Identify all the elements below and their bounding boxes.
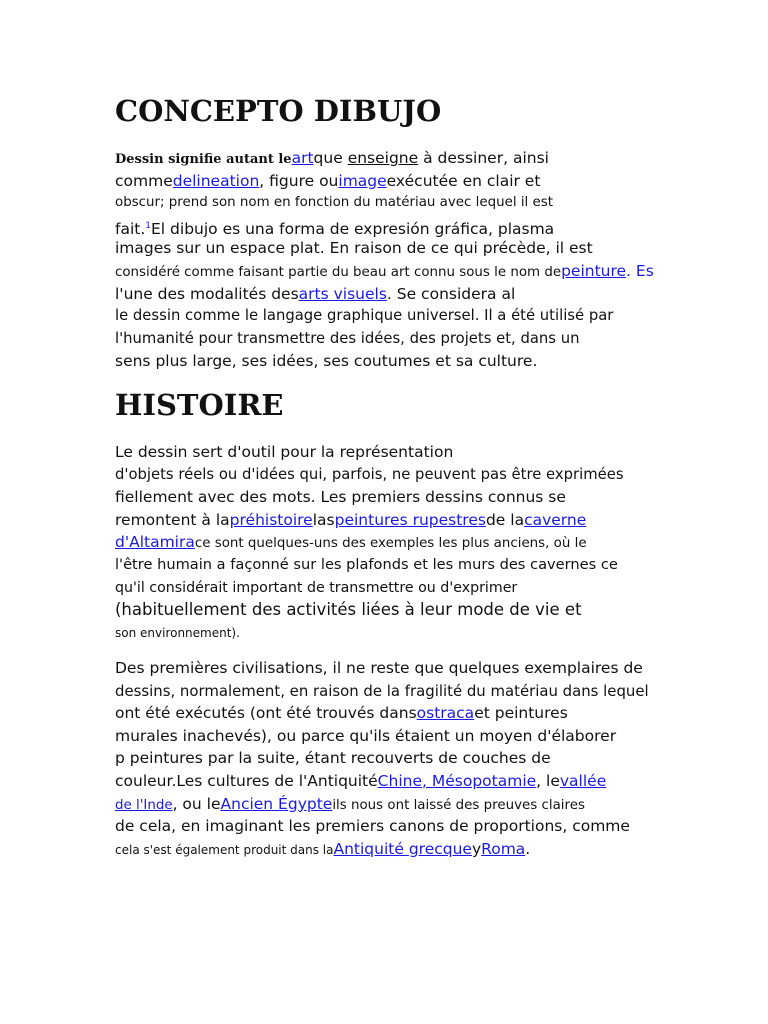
text-run: exécutée en clair et	[386, 171, 541, 190]
heading-concepto-dibujo: CONCEPTO DIBUJO	[115, 94, 442, 128]
text-run: et peintures	[474, 704, 568, 723]
text-run: de la	[485, 510, 525, 529]
link-chine[interactable]: Chine	[377, 771, 422, 790]
text-line: images sur un espace plat. En raison de ce qui précède, il est	[115, 239, 593, 258]
text-line	[115, 260, 675, 283]
text-run: considéré comme faisant partie du beau art connu sous le nom de	[115, 264, 562, 280]
text-run: que	[313, 149, 348, 167]
text-line	[115, 770, 675, 793]
text-line: murales inachevés), ou parce qu'ils étaient un moyen d'élaborer	[115, 726, 617, 745]
text-run: cela s'est également produit dans la	[115, 842, 334, 857]
link-art[interactable]: art	[291, 149, 314, 167]
paragraph-definition	[115, 147, 675, 373]
text-line: Le dessin sert d'outil pour la représentation	[115, 443, 454, 461]
link-peintures-rupestres[interactable]: peintures rupestres	[334, 510, 486, 529]
text-run: y	[471, 839, 482, 858]
link-prehistoire[interactable]: préhistoire	[229, 510, 313, 529]
text-line	[115, 215, 675, 238]
text-line	[115, 509, 675, 532]
text-run: ils nous ont laissé des preuves claires	[332, 797, 585, 813]
text-line: l'être humain a façonné sur les plafonds et les murs des cavernes ce	[115, 555, 618, 573]
text-line	[115, 793, 675, 816]
text-line	[115, 283, 675, 306]
text-run: , le	[536, 771, 560, 790]
link-antiquite-grecque[interactable]: Antiquité grecque	[333, 839, 472, 858]
text-run: l'une des modalités des	[115, 284, 299, 303]
text-line	[115, 147, 675, 170]
text-run: las	[312, 510, 335, 529]
link-caverne[interactable]: caverne	[524, 510, 587, 529]
text-run: , figure ou	[259, 171, 339, 190]
text-run: enseigne	[347, 149, 419, 167]
text-run: , ou le	[172, 794, 221, 813]
text-run: .	[525, 839, 531, 858]
paragraph-civilisations	[115, 657, 675, 860]
link-ancien-egypte[interactable]: Ancien Égypte	[220, 794, 333, 813]
link-inde[interactable]: de l'Inde	[115, 797, 173, 813]
text-run: El dibujo es una forma de expresión gráfica, plasma	[151, 219, 555, 238]
text-line: (habituellement des activités liées à leur mode de vie et	[115, 600, 582, 620]
text-run: fait.	[115, 219, 146, 238]
text-run: . Es	[626, 261, 654, 280]
text-run: comme	[115, 171, 173, 190]
text-run: à dessiner, ainsi	[418, 149, 549, 167]
text-line	[115, 170, 675, 193]
text-line: d'objets réels ou d'idées qui, parfois, ne peuvent pas être exprimées	[115, 465, 624, 483]
link-roma[interactable]: Roma	[481, 839, 526, 858]
text-line: Des premières civilisations, il ne reste que quelques exemplaires de	[115, 659, 643, 677]
text-line: dessins, normalement, en raison de la fragilité du matériau dans lequel	[115, 681, 649, 700]
text-line: obscur; prend son nom en fonction du matériau avec lequel il est	[115, 195, 553, 211]
link-mesopotamie[interactable]: , Mésopotamie	[422, 771, 537, 790]
text-line: sens plus large, ses idées, ses coutumes et sa culture.	[115, 352, 538, 371]
text-line: le dessin comme le langage graphique universel. Il a été utilisé par	[115, 307, 614, 325]
text-line: p peintures par la suite, étant recouverts de couches de	[115, 749, 551, 768]
link-peinture[interactable]: peinture	[561, 261, 627, 280]
link-vallee[interactable]: vallée	[559, 771, 607, 790]
link-ostraca[interactable]: ostraca	[416, 704, 475, 723]
text-line	[115, 838, 675, 861]
paragraph-history	[115, 441, 675, 644]
text-line	[115, 531, 675, 554]
text-run: Dessin signifie autant le	[115, 152, 292, 167]
heading-histoire: HISTOIRE	[115, 388, 284, 422]
text-line: de cela, en imaginant les premiers canons de proportions, comme	[115, 817, 630, 836]
text-run: ont été exécutés (ont été trouvés dans	[115, 704, 417, 723]
text-run: remontent à la	[115, 510, 230, 529]
footnote-ref[interactable]: 1	[145, 220, 152, 231]
text-line: l'humanité pour transmettre des idées, des projets et, dans un	[115, 329, 580, 347]
text-line: fiellement avec des mots. Les premiers dessins connus se	[115, 488, 566, 507]
link-arts-visuels[interactable]: arts visuels	[298, 284, 387, 303]
text-run: ce sont quelques-uns des exemples les plus anciens, où le	[194, 536, 587, 552]
link-altamira[interactable]: d'Altamira	[115, 533, 195, 552]
link-image[interactable]: image	[338, 171, 387, 190]
text-line: son environnement).	[115, 625, 240, 640]
link-delineation[interactable]: delineation	[172, 171, 260, 190]
text-run: couleur.Les cultures de l'Antiquité	[115, 771, 378, 790]
text-run: . Se considera al	[386, 284, 516, 303]
text-line: qu'il considérait important de transmettre ou d'exprimer	[115, 579, 518, 596]
text-line	[115, 702, 675, 725]
